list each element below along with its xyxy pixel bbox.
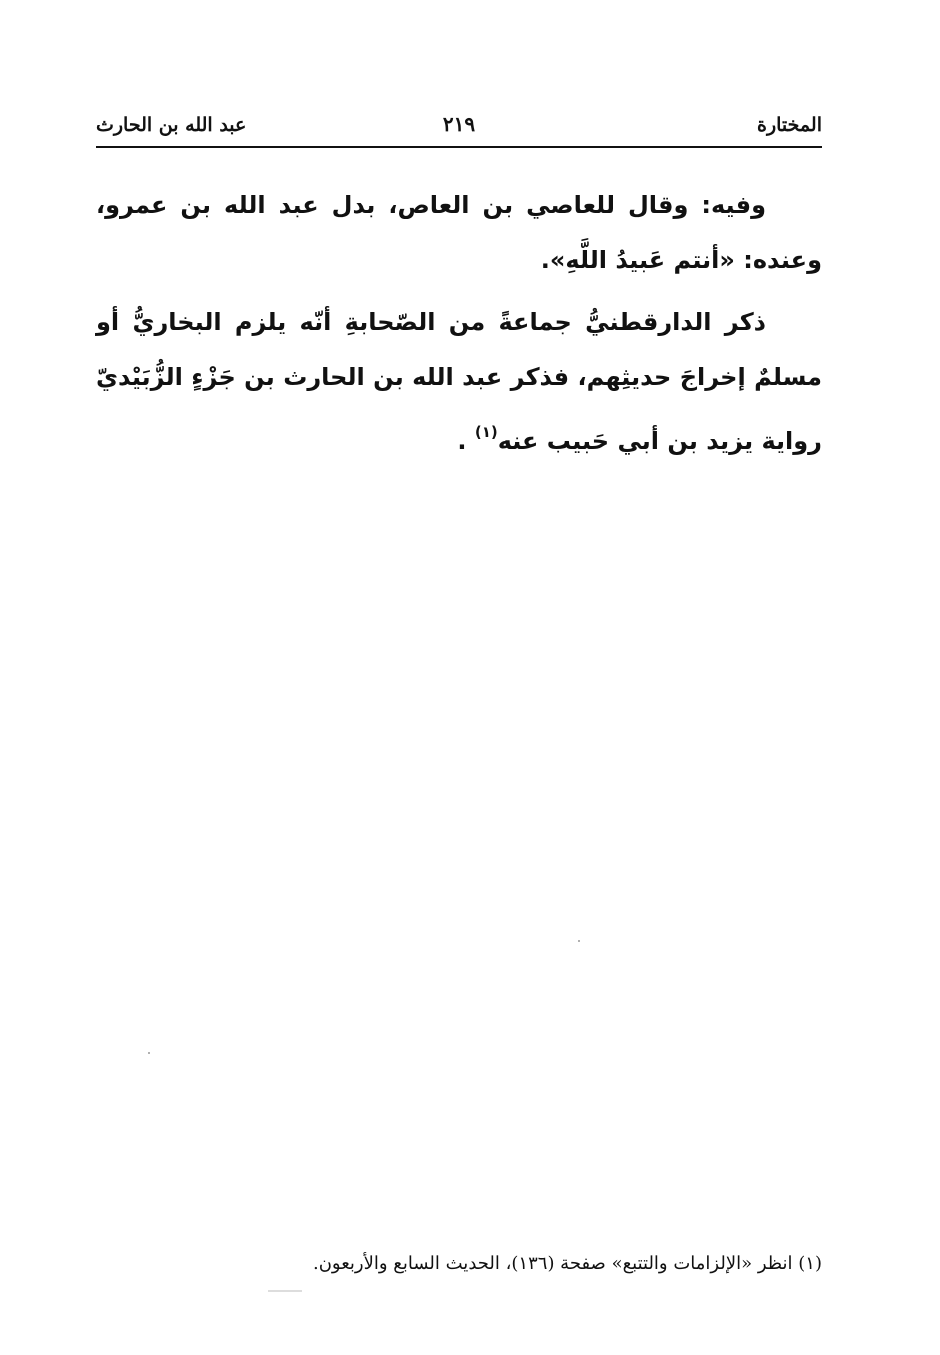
footnote-reference: (١) — [474, 423, 498, 441]
scan-smudge — [268, 1290, 302, 1292]
book-title: المختارة — [757, 114, 822, 136]
paragraph-2-text: ذكر الدارقطنيُّ جماعةً من الصّحابةِ أنّه يلزم البخاريُّ أو مسلمٌ إخراجَ حديثِهم، فذكر عبد الله بن الحارث بن جَزْءٍ الزُّبَيْديّ رواية يزيد بن أبي حَبيب عنه — [96, 308, 822, 455]
scan-speck — [148, 1052, 150, 1054]
running-head — [96, 110, 822, 144]
footnote: (١) انظر «الإلزامات والتتبع» صفحة (١٣٦)، الحديث السابع والأربعون. — [312, 1253, 822, 1274]
paragraph-2-end: . — [457, 427, 475, 455]
header-rule — [96, 146, 822, 148]
scan-speck — [578, 940, 580, 942]
paragraph-1: وفيه: وقال للعاصي بن العاص، بدل عبد الله بن عمرو، وعنده: «أنتم عَبيدُ اللَّهِ». — [96, 191, 822, 274]
page-number: ٢١٩ — [442, 112, 476, 136]
paragraph-2 — [96, 295, 822, 469]
chapter-title: عبد الله بن الحارث — [96, 114, 247, 136]
